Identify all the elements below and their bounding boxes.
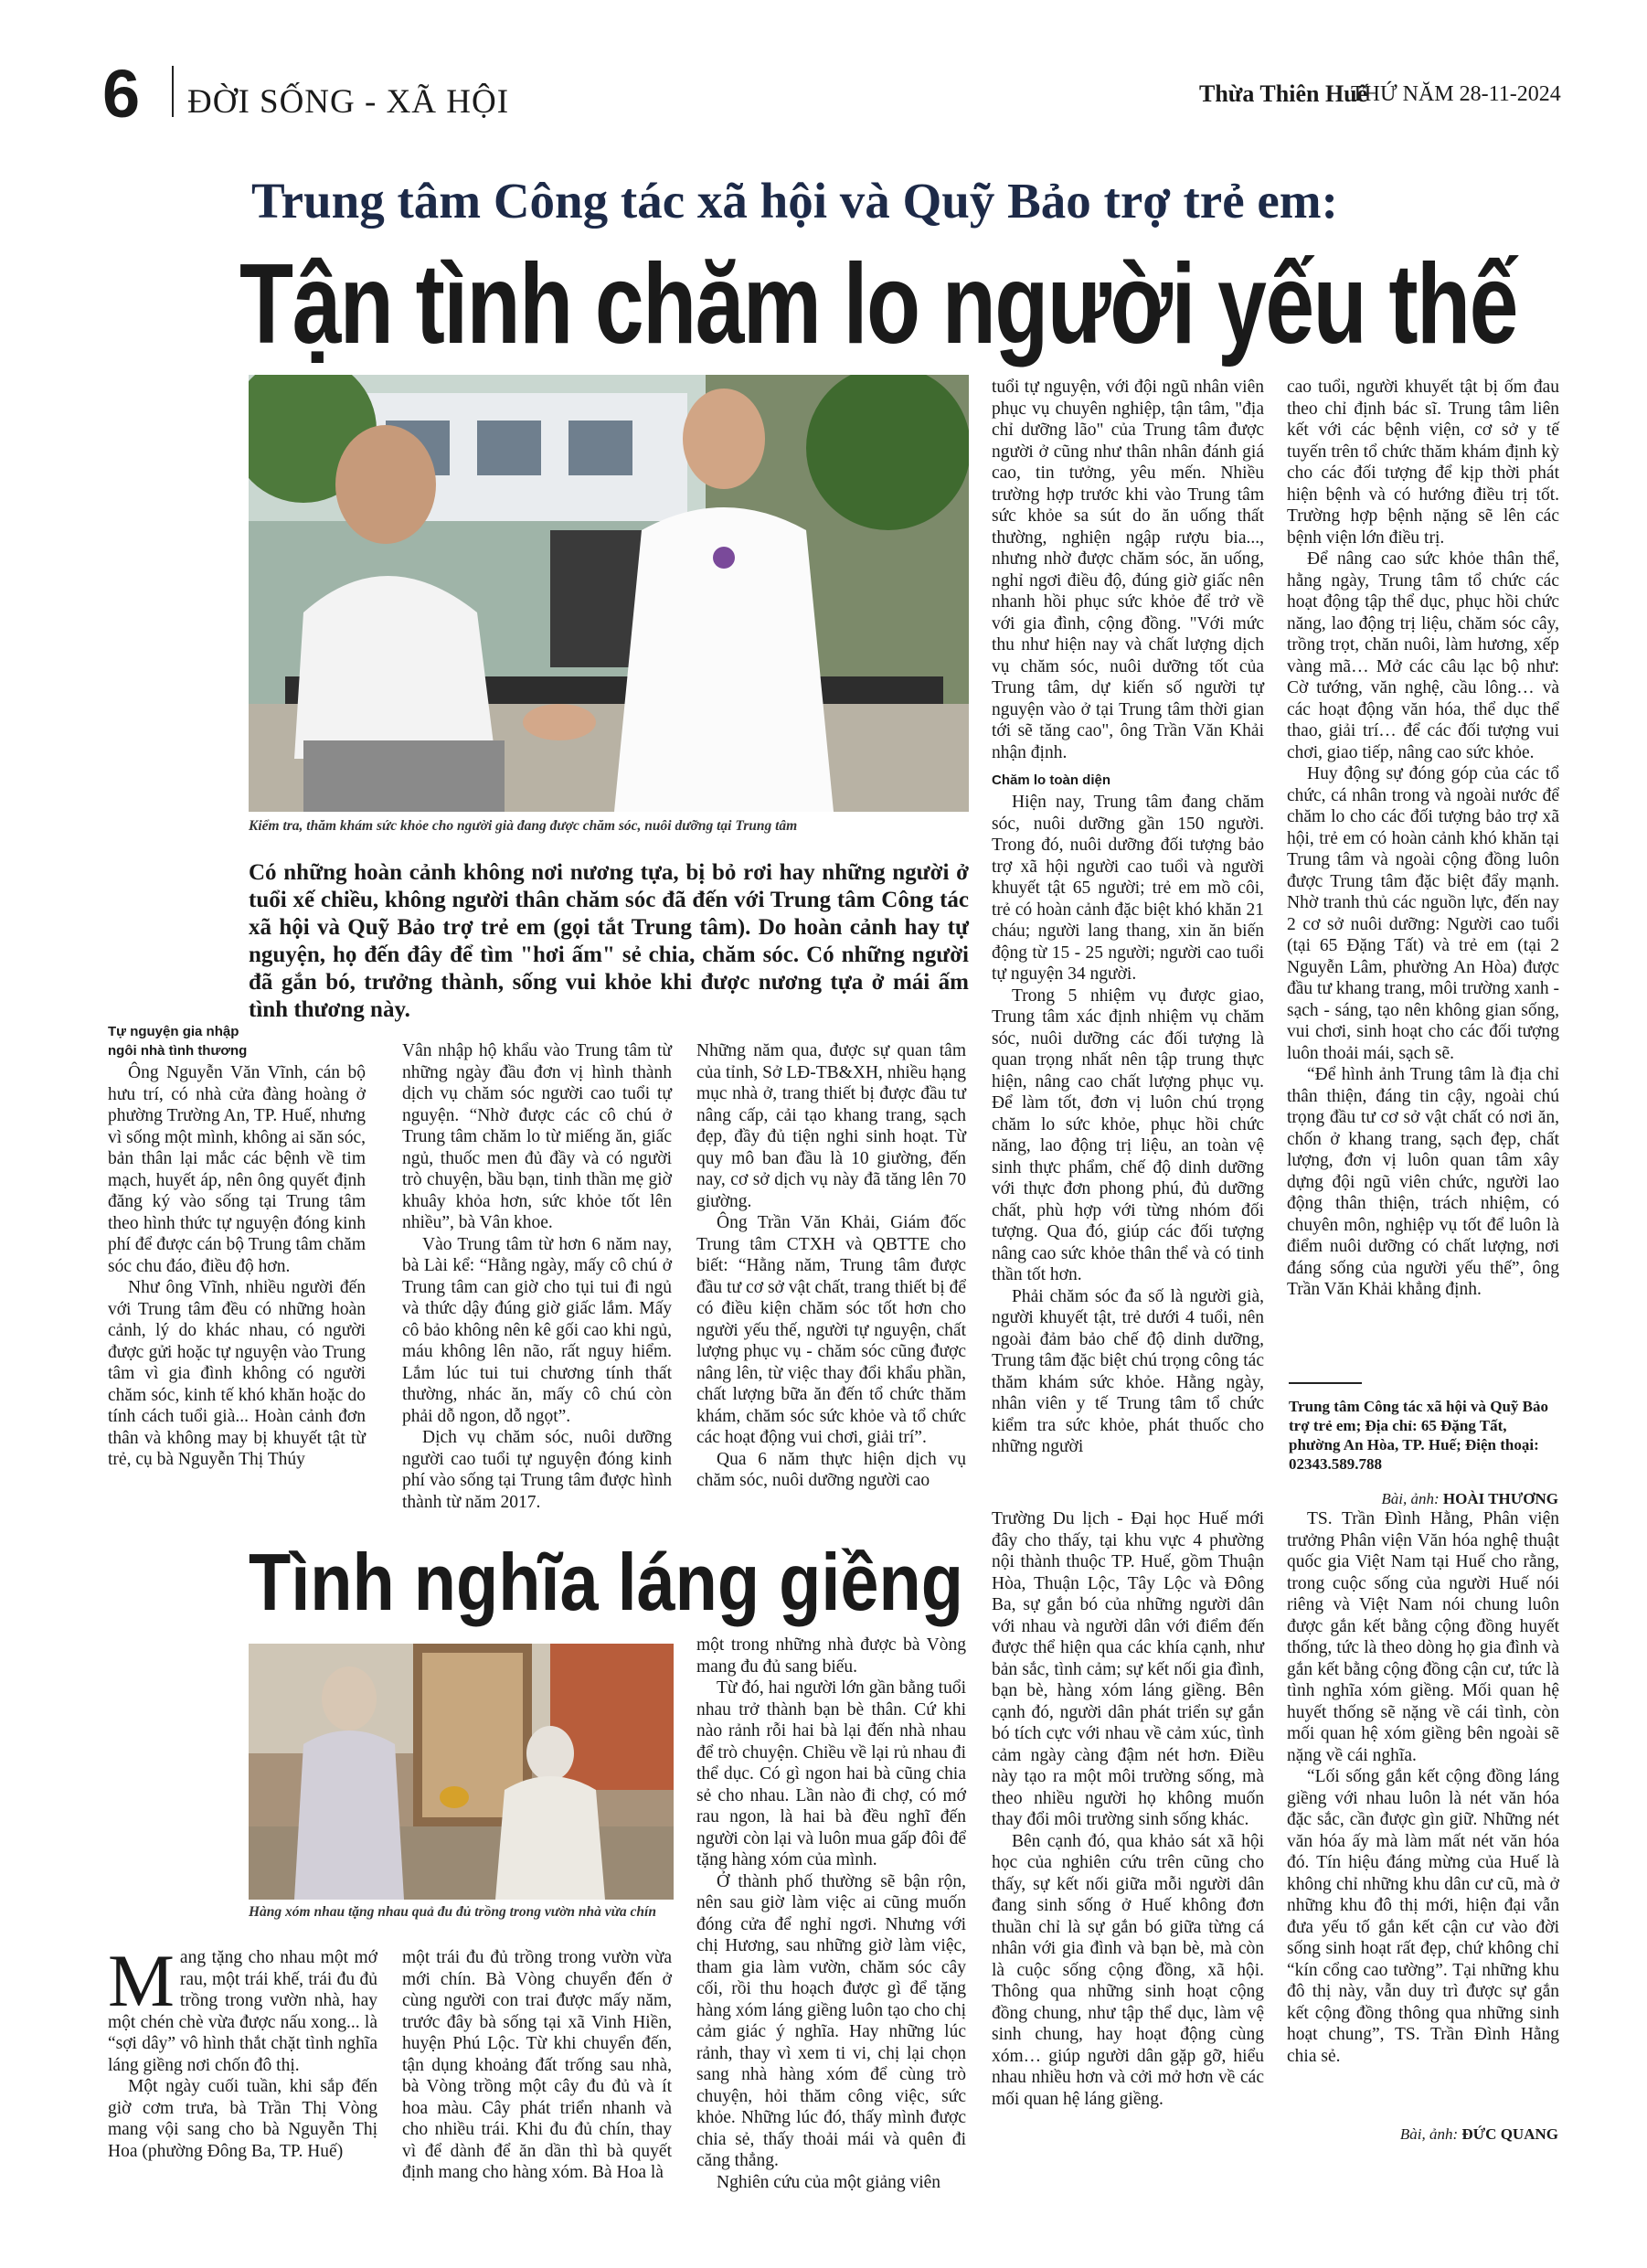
story1-subhead-2: Chăm lo toàn diện bbox=[992, 772, 1111, 788]
byline-label: Bài, ảnh: bbox=[1381, 1490, 1440, 1507]
paragraph: Qua 6 năm thực hiện dịch vụ chăm sóc, nuôi dưỡng người cao bbox=[696, 1449, 966, 1490]
paragraph: Vân nhập hộ khẩu vào Trung tâm từ những ngày đầu đơn vị hình thành dịch vụ chăm sóc người cao tuổi tự nguyện. “Nhờ được các cô chú ở Trung tâm chăm lo từ miếng ăn, giấc ngủ, thuốc men đủ đầy và có người trò chuyện, bầu bạn, tinh thần mẹ giờ khuây khỏa hơn, sức khỏe tốt lên nhiều”, bà Vân khoe. bbox=[402, 1041, 672, 1232]
header-divider bbox=[172, 66, 174, 117]
paragraph: Từ đó, hai người lớn gần bằng tuổi nhau trở thành bạn bè thân. Cứ khi nào rảnh rỗi hai bà lại đến nhà nhau để trò chuyện. Chiều về lại rủ nhau đi thể dục. Có gì ngon hai bà cũng chia sẻ cho nhau. Lần nào đi chợ, có mớ rau ngon, là hai bà đều nghĩ đến người còn lại và luôn mua gấp đôi để tặng hàng xóm của mình. bbox=[696, 1678, 966, 1869]
paragraph: “Lối sống gắn kết cộng đồng láng giềng với nhau luôn là nét văn hóa đặc sắc, cần được gìn giữ. Những nét văn hóa ấy mà làm mất nét văn hóa đó. Tín hiệu đáng mừng của Huế là không chỉ những khu dân cư cũ, mà ở những khu đô thị mới, hiện đại vẫn đưa yếu tố gắn kết cận cư vào đời sống sinh hoạt rất đẹp, chứ không chỉ “kín cổng cao tường”. Tại những khu đô thị này, vẫn duy trì được sự gắn kết cộng đồng thông qua những sinh hoạt chung”, TS. Trần Đình Hằng chia sẻ. bbox=[1287, 1767, 1559, 2066]
page-number: 6 bbox=[102, 56, 141, 132]
story2-column-4 bbox=[992, 1508, 1264, 2110]
paragraph: Bên cạnh đó, qua khảo sát xã hội học của nghiên cứu trên cũng cho thấy, sự kết nối giữa mỗi người dân đang sinh sống ở Huế không đơn thuần chỉ là sự gắn bó giữa từng cá nhân với gia đình và bạn bè, mà còn là cuộc sống cộng đồng, xã hội. Thông qua những sinh hoạt cộng đồng chung, như tập thể dục, làm vệ sinh chung, hay hoạt động cùng xóm… giúp người dân gặp gỡ, hiểu nhau nhiều hơn và cởi mở hơn về các mối quan hệ láng giềng. bbox=[992, 1831, 1264, 2109]
byline-author: ĐỨC QUANG bbox=[1461, 2125, 1558, 2143]
story1-column-1 bbox=[108, 1022, 366, 1471]
paragraph: một trong những nhà được bà Vòng mang đu đủ sang biếu. bbox=[696, 1635, 966, 1677]
paragraph: Hiện nay, Trung tâm đang chăm sóc, nuôi dưỡng gần 150 người. Trong đó, nuôi dưỡng đối tượng bảo trợ xã hội người cao tuổi và người khuyết tật 65 người; trẻ em mồ côi, trẻ có hoàn cảnh đặc biệt khó khăn 21 cháu; người lang thang, xin ăn biến động từ 15 - 25 người; người cao tuổi tự nguyện 34 người. bbox=[992, 793, 1264, 984]
paragraph: “Để hình ảnh Trung tâm là địa chỉ thân thiện, đáng tin cậy, ngoài chú trọng đầu tư cơ sở vật chất có nơi ăn, chốn ở khang trang, sạch đẹp, chất lượng, đơn vị luôn quan tâm xây dựng đội ngũ viên chức, người lao động thân thiện, trách nhiệm, có chuyên môn, nghiệp vụ tốt để luôn là điểm nuôi dưỡng có chất lượng, nơi đáng sống của người yếu thế”, ông Trần Văn Khải khẳng định. bbox=[1287, 1065, 1559, 1299]
paragraph: Ông Nguyễn Văn Vĩnh, cán bộ hưu trí, có nhà cửa đàng hoàng ở phường Trường An, TP. Huế, nhưng vì sống một mình, không ai săn sóc, bản thân lại mắc các bệnh về tim mạch, huyết áp, nên ông quyết định đăng ký vào sống tại Trung tâm theo hình thức tự nguyện đóng kinh phí để được cán bộ Trung tâm chăm sóc chu đáo, điều độ hơn. bbox=[108, 1063, 366, 1276]
byline-label: Bài, ảnh: bbox=[1399, 2125, 1459, 2143]
story1-headline: Tận tình chăm lo người yếu thế bbox=[239, 241, 1517, 367]
paragraph: Ở thành phố thường sẽ bận rộn, nên sau giờ làm việc ai cũng muốn đóng cửa để nghỉ ngơi. Nhưng với chị Hương, sau những giờ làm việc, tham gia làm vườn, chăm sóc cây cối, rồi thu hoạch được gì để tặng hàng xóm láng giềng luôn tạo cho chị cảm giác ý nghĩa. Hay những lúc rảnh, thay vì xem ti vi, chị lại chọn sang nhà hàng xóm để cùng trò chuyện, hỏi thăm công việc, sức khỏe. Những lúc đó, thấy mình được chia sẻ, thấy thoải mái và quên đi căng thẳng. bbox=[696, 1871, 966, 2170]
story1-column-4 bbox=[992, 377, 1264, 1458]
issue-date: THỨ NĂM 28-11-2024 bbox=[1351, 82, 1561, 106]
story2-column-3 bbox=[696, 1634, 966, 2193]
paragraph: cao tuổi, người khuyết tật bị ốm đau theo chỉ định bác sĩ. Trung tâm liên kết với các bệnh viện, cơ sở y tế tuyến trên tổ chức thăm khám định kỳ cho các đối tượng để kịp thời phát hiện bệnh và có hướng điều trị tốt. Trường hợp bệnh nặng sẽ lên các bệnh viện lớn điều trị. bbox=[1287, 378, 1559, 548]
paragraph: Một ngày cuối tuần, khi sắp đến giờ cơm trưa, bà Trần Thị Vòng mang vội sang cho bà Nguyễn Thị Hoa (phường Đông Ba, TP. Huế) bbox=[108, 2077, 377, 2161]
dropcap-paragraph-text: ang tặng cho nhau một mớ rau, một trái khế, trái đu đủ trồng trong vườn nhà, hay một chén chè vừa được nấu xong... là “sợi dây” vô hình thắt chặt tình nghĩa láng giềng nơi chốn đô thị. bbox=[108, 1948, 377, 2075]
paragraph: Trong 5 nhiệm vụ được giao, Trung tâm xác định nhiệm vụ chăm sóc, nuôi dưỡng các đối tượng là quan trọng nhất nên tập trung thực hiện, nâng cao chất lượng phục vụ. Để làm tốt, đơn vị luôn chú trọng chăm lo sức khỏe, phục hồi chức năng, lao động trị liệu, an toàn vệ sinh thực phẩm, chế độ dinh dưỡng với thực đơn phong phú, đủ dưỡng chất, phù hợp với từng nhóm đối tượng. Qua đó, giúp các đối tượng nâng cao sức khỏe thân thể và có tinh thần tốt hơn. bbox=[992, 985, 1264, 1284]
dropcap: M bbox=[108, 1939, 175, 2022]
story1-photo bbox=[249, 375, 969, 812]
story1-column-3 bbox=[696, 1040, 966, 1492]
story1-info-box: Trung tâm Công tác xã hội và Quỹ Bảo trợ trẻ em; Địa chỉ: 65 Đặng Tất, phường An Hòa, TP. Huế; Điện thoại: 02343.589.788 bbox=[1289, 1398, 1548, 1473]
story1-lead: Có những hoàn cảnh không nơi nương tựa, bị bỏ rơi hay những người ở tuổi xế chiều, không người thân chăm sóc đã đến với Trung tâm Công tác xã hội và Quỹ Bảo trợ trẻ em (gọi tắt Trung tâm). Do hoàn cảnh hay tự nguyện, họ đến đây để tìm "hơi ấm" sẻ chia, chăm sóc. Có những người đã gắn bó, trưởng thành, sống vui khỏe khi được nương tựa ở mái ấm tình thương này. bbox=[249, 860, 969, 1022]
story1-photo-caption: Kiểm tra, thăm khám sức khỏe cho người già đang được chăm sóc, nuôi dưỡng tại Trung tâm bbox=[249, 818, 798, 834]
paper-name: Thừa Thiên Huế bbox=[1199, 80, 1368, 107]
paragraph: Những năm qua, được sự quan tâm của tỉnh, Sở LĐ-TB&XH, nhiều hạng mục nhà ở, trang thiết bị được đầu tư nâng cấp, cải tạo khang trang, sạch đẹp, đầy đủ tiện nghi sinh hoạt. Từ quy mô ban đầu là 10 giường, đến nay, cơ sở dịch vụ này đã tăng lên 70 giường. bbox=[696, 1041, 966, 1211]
story1-column-5 bbox=[1287, 377, 1559, 1301]
story1-column-2 bbox=[402, 1040, 672, 1513]
paragraph: TS. Trần Đình Hằng, Phân viện trưởng Phân viện Văn hóa nghệ thuật quốc gia Việt Nam tại Huế cho rằng, trong cuộc sống của người Huế nói riêng và Việt Nam nói chung luôn được gắn kết bằng cộng đồng huyết thống, tức là theo dòng họ gia đình và gắn kết bằng cộng đồng cận cư, tức là tình nghĩa xóm giềng. Mối quan hệ huyết thống sẽ nặng về cái tình, còn mối quan hệ xóm giềng bên ngoài sẽ nặng về cái nghĩa. bbox=[1287, 1509, 1559, 1765]
info-divider bbox=[1289, 1382, 1362, 1384]
paragraph: Vào Trung tâm từ hơn 6 năm nay, bà Lài kể: “Hằng ngày, mấy cô chú ở Trung tâm can giờ cho tụi tui đi ngủ và thức dậy đúng giờ giấc lắm. Mấy cô bảo không nên kê gối cao khi ngủ, máu không lên não, rất nguy hiểm. Lắm lúc tui tui chương tính thất thường, nhác ăn, mấy cô chú còn phải dỗ ngon, dỗ ngọt”. bbox=[402, 1234, 672, 1426]
paragraph: Huy động sự đóng góp của các tổ chức, cá nhân trong và ngoài nước để chăm lo cho các đối tượng bảo trợ xã hội, trẻ em có hoàn cảnh khó khăn tại Trung tâm và ngoài cộng đồng luôn được Trung tâm đặc biệt đẩy mạnh. Nhờ tranh thủ các nguồn lực, đến nay 2 cơ sở nuôi dưỡng: Người cao tuổi (tại 65 Đặng Tất) và trẻ em (tại 2 Nguyễn Lâm, phường An Hòa) được đầu tư khang trang, môi trường xanh - sạch - sáng, tạo nên không gian sống, vui chơi, sinh hoạt cho các đối tượng luôn thoải mái, sạch sẽ. bbox=[1287, 764, 1559, 1063]
paragraph: Trường Du lịch - Đại học Huế mới đây cho thấy, tại khu vực 4 phường nội thành thuộc TP. Huế, gồm Thuận Hòa, Thuận Lộc, Tây Lộc và Đông Ba, sự gắn bó của những người dân với nhau và người dân với điểm đến được thể hiện qua các khía cạnh, như bản sắc, tình cảm; sự kết nối gia đình, bạn bè, hàng xóm láng giềng. Bên cạnh đó, người dân phát triển sự gắn bó tích cực với nhau về cảm xúc, tình cảm ngày càng đậm nét hơn. Điều này tạo ra một môi trường sống, mà theo nhiều người họ không muốn thay đổi môi trường sinh sống khác. bbox=[992, 1509, 1264, 1829]
neighbors-photo-illustration bbox=[249, 1644, 674, 1900]
story1-subhead-1 bbox=[108, 1022, 366, 1060]
paragraph: Dịch vụ chăm sóc, nuôi dưỡng người cao tuổi tự nguyện đóng kinh phí vào sống tại Trung tâm được hình thành từ năm 2017. bbox=[402, 1428, 672, 1512]
story2-column-2 bbox=[402, 1947, 672, 2184]
paragraph: Để nâng cao sức khỏe thân thể, hằng ngày, Trung tâm tổ chức các hoạt động tập thể dục, phục hồi chức năng, lao động trị liệu, chăm sóc cây, trồng trọt, chăn nuôi, làm hương, xếp vàng mã… Mở các câu lạc bộ như: Cờ tướng, văn nghệ, cầu lông… và các hoạt động văn hóa, thể dục thể thao, giải trí… để các đối tượng vui chơi, giao tiếp, nâng cao sức khỏe. bbox=[1287, 549, 1559, 762]
paragraph: tuổi tự nguyện, với đội ngũ nhân viên phục vụ chuyên nghiệp, tận tâm, "địa chỉ dưỡng lão" của Trung tâm được người ở cũng như thân nhân đánh giá cao, tin tưởng, yêu mến. Nhiều trường hợp trước khi vào Trung tâm sức khỏe sa sút do ăn uống thất thường, nghiện ngập rượu bia..., nhưng nhờ được chăm sóc, ăn uống, nghỉ ngơi điều độ, đúng giờ giấc nên nhanh hồi phục sức khỏe để trở về với gia đình, cộng đồng. "Với mức thu như hiện nay và chất lượng dịch vụ chăm sóc, nuôi dưỡng tốt của Trung tâm, dự kiến số người tự nguyện vào ở tại Trung tâm thời gian tới sẽ tăng cao", ông Trần Văn Khải nhận định. bbox=[992, 378, 1264, 762]
story1-kicker: Trung tâm Công tác xã hội và Quỹ Bảo trợ trẻ em: bbox=[251, 173, 1338, 229]
paragraph: Phải chăm sóc đa số là người già, người khuyết tật, trẻ dưới 4 tuổi, nên ngoài đảm bảo chế độ dinh dưỡng, Trung tâm đặc biệt chú trọng công tác thăm khám sức khỏe. Hằng ngày, nhân viên y tế Trung tâm tổ chức kiểm tra sức khỏe, phát thuốc cho những người bbox=[992, 1286, 1264, 1456]
story2-byline bbox=[1289, 2125, 1558, 2144]
subhead-line: Tự nguyện gia nhập bbox=[108, 1024, 239, 1039]
story2-column-5 bbox=[1287, 1508, 1559, 2067]
paragraph: Nghiên cứu của một giảng viên bbox=[717, 2172, 941, 2192]
story2-column-1 bbox=[108, 1939, 377, 2162]
byline-author: HOÀI THƯƠNG bbox=[1442, 1490, 1558, 1507]
story2-photo bbox=[249, 1644, 674, 1900]
paragraph bbox=[108, 1939, 377, 2076]
paragraph: Như ông Vĩnh, nhiều người đến với Trung tâm đều có những hoàn cảnh, lý do khác nhau, có người được gửi hoặc tự nguyện vào Trung tâm vì gia đình không có người chăm sóc, kinh tế khó khăn hoặc do tính cách tuổi già... Hoàn cảnh đơn thân và không may bị khuyết tật từ trẻ, cụ bà Nguyễn Thị Thúy bbox=[108, 1278, 366, 1469]
story2-headline: Tình nghĩa láng giềng bbox=[249, 1537, 963, 1627]
subhead-line: ngôi nhà tình thương bbox=[108, 1043, 248, 1059]
story1-byline bbox=[1289, 1490, 1558, 1508]
story2-photo-caption: Hàng xóm nhau tặng nhau quả đu đủ trồng trong vườn nhà vừa chín bbox=[249, 1904, 656, 1920]
section-name: ĐỜI SỐNG - XÃ HỘI bbox=[187, 83, 510, 121]
paragraph: Ông Trần Văn Khải, Giám đốc Trung tâm CTXH và QBTTE cho biết: “Hằng năm, Trung tâm được đầu tư cơ sở vật chất, trang thiết bị để có điều kiện chăm sóc tốt hơn cho người yếu thế, người tự nguyện, chất lượng phục vụ - chăm sóc cũng được nâng lên, từ việc thay đổi khẩu phần, chất lượng bữa ăn đến tổ chức thăm khám, chăm sóc sức khỏe và tổ chức các hoạt động vui chơi, giải trí”. bbox=[696, 1213, 966, 1447]
checkup-photo-illustration bbox=[249, 375, 969, 812]
paragraph: một trái đu đủ trồng trong vườn vừa mới chín. Bà Vòng chuyển đến ở cùng người con trai được mấy năm, trước đây bà sống tại xã Vinh Hiền, huyện Phú Lộc. Từ khi chuyển đến, tận dụng khoảng đất trống sau nhà, bà Vòng trồng một cây đu đủ và ít hoa màu. Cây phát triển nhanh và cho nhiều trái. Khi đu đủ chín, thay vì để dành để ăn dần thì bà quyết định mang cho hàng xóm. Bà Hoa là bbox=[402, 1948, 672, 2182]
